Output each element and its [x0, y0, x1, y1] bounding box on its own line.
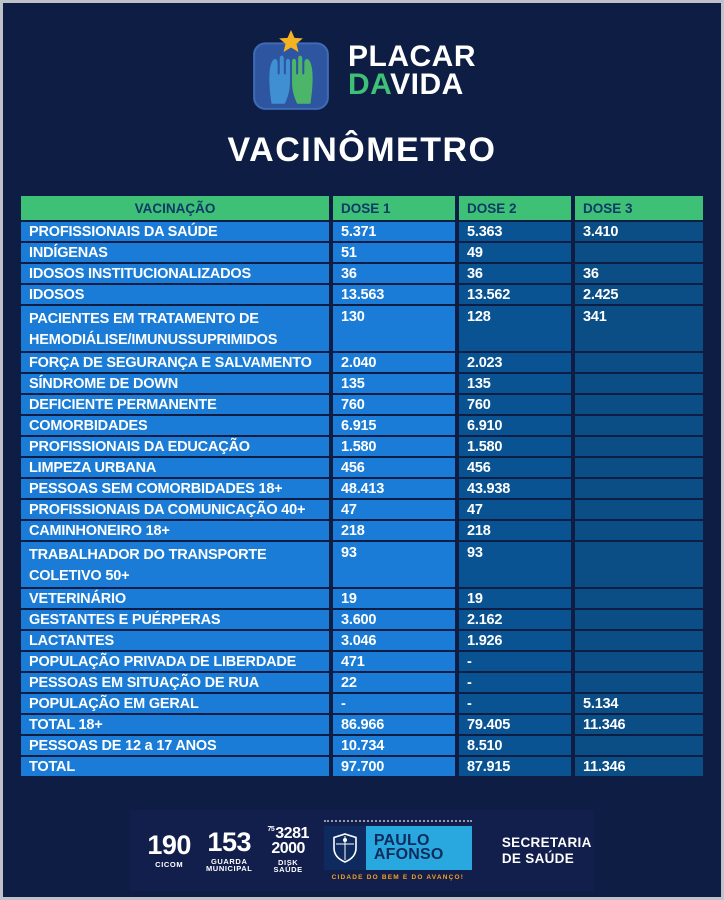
cell-dose3 [575, 673, 703, 692]
table-row [21, 631, 703, 650]
crest-icon [332, 832, 358, 864]
cell-dose1: 36 [333, 264, 455, 283]
brand-line1: PLACAR [348, 40, 476, 74]
cell-dose2: 1.580 [459, 437, 571, 456]
secretariat-line1: SECRETARIA [501, 835, 592, 851]
cell-dose3 [575, 500, 703, 519]
row-label: PACIENTES EM TRATAMENTO DE HEMODIÁLISE/IMUNUSSUPRIMIDOS [21, 306, 329, 351]
cell-dose3 [575, 542, 703, 587]
row-label: FORÇA DE SEGURANÇA E SALVAMENTO [21, 353, 329, 372]
table-row [21, 285, 703, 304]
placar-da-vida-logo-icon [248, 29, 334, 113]
table-row [21, 715, 703, 734]
cell-dose1: 471 [333, 652, 455, 671]
row-label: TOTAL 18+ [21, 715, 329, 734]
cell-dose2: 135 [459, 374, 571, 393]
table-row [21, 500, 703, 519]
cell-dose2: 6.910 [459, 416, 571, 435]
cell-dose3: 11.346 [575, 715, 703, 734]
row-label: PROFISSIONAIS DA EDUCAÇÃO [21, 437, 329, 456]
cell-dose1: 13.563 [333, 285, 455, 304]
brand-header [3, 27, 721, 115]
table-row [21, 264, 703, 283]
cell-dose1: 47 [333, 500, 455, 519]
cell-dose1: 6.915 [333, 416, 455, 435]
table-row [21, 673, 703, 692]
cell-dose3 [575, 589, 703, 608]
cell-dose2: 218 [459, 521, 571, 540]
contact-disk-saude [267, 827, 308, 873]
table-row [21, 610, 703, 629]
row-label: GESTANTES E PUÉRPERAS [21, 610, 329, 629]
table-row [21, 589, 703, 608]
cell-dose3 [575, 736, 703, 755]
cell-dose1: 48.413 [333, 479, 455, 498]
table-row [21, 222, 703, 241]
table-row [21, 694, 703, 713]
paulo-afonso-logo [324, 820, 472, 881]
column-header: DOSE 1 [333, 196, 455, 220]
row-label: POPULAÇÃO PRIVADA DE LIBERDADE [21, 652, 329, 671]
cell-dose3 [575, 652, 703, 671]
row-label: VETERINÁRIO [21, 589, 329, 608]
cell-dose2: - [459, 673, 571, 692]
cell-dose1: 5.371 [333, 222, 455, 241]
table-header-row [21, 196, 703, 220]
row-label: POPULAÇÃO EM GERAL [21, 694, 329, 713]
vaccination-table [21, 196, 703, 776]
table-row [21, 542, 703, 587]
cell-dose3 [575, 631, 703, 650]
cell-dose1: 19 [333, 589, 455, 608]
table-row [21, 353, 703, 372]
cell-dose2: - [459, 652, 571, 671]
cell-dose2: 456 [459, 458, 571, 477]
row-label: PROFISSIONAIS DA COMUNICAÇÃO 40+ [21, 500, 329, 519]
cell-dose1: 3.046 [333, 631, 455, 650]
table-row [21, 395, 703, 414]
column-header: VACINAÇÃO [21, 196, 329, 220]
cell-dose1: 2.040 [333, 353, 455, 372]
row-label: TOTAL [21, 757, 329, 776]
cell-dose2: 1.926 [459, 631, 571, 650]
row-label: TRABALHADOR DO TRANSPORTE COLETIVO 50+ [21, 542, 329, 587]
table-row [21, 374, 703, 393]
contact-caption: GUARDA MUNICIPAL [205, 856, 253, 874]
cell-dose3 [575, 458, 703, 477]
cell-dose2: - [459, 694, 571, 713]
cell-dose3 [575, 243, 703, 262]
row-label: LIMPEZA URBANA [21, 458, 329, 477]
cell-dose3 [575, 416, 703, 435]
table-row [21, 416, 703, 435]
secretariat-label [502, 835, 592, 866]
column-header: DOSE 2 [459, 196, 571, 220]
cell-dose2: 79.405 [459, 715, 571, 734]
table-row [21, 306, 703, 351]
cell-dose2: 128 [459, 306, 571, 351]
city-name [366, 826, 472, 870]
cell-dose3: 11.346 [575, 757, 703, 776]
cell-dose3 [575, 374, 703, 393]
cell-dose1: - [333, 694, 455, 713]
cell-dose1: 130 [333, 306, 455, 351]
row-label: COMORBIDADES [21, 416, 329, 435]
cell-dose2: 760 [459, 395, 571, 414]
cell-dose1: 456 [333, 458, 455, 477]
cell-dose2: 87.915 [459, 757, 571, 776]
footer-bar [130, 810, 594, 891]
row-label: IDOSOS INSTITUCIONALIZADOS [21, 264, 329, 283]
cell-dose3 [575, 353, 703, 372]
cell-dose1: 1.580 [333, 437, 455, 456]
secretariat-line2: DE SAÚDE [501, 850, 575, 866]
table-row [21, 458, 703, 477]
row-label: PESSOAS SEM COMORBIDADES 18+ [21, 479, 329, 498]
cell-dose2: 49 [459, 243, 571, 262]
table-row [21, 652, 703, 671]
cell-dose1: 22 [333, 673, 455, 692]
cell-dose2: 2.023 [459, 353, 571, 372]
row-label: PESSOAS DE 12 a 17 ANOS [21, 736, 329, 755]
contact-caption: CICOM [155, 860, 184, 870]
cell-dose1: 51 [333, 243, 455, 262]
cell-dose3 [575, 395, 703, 414]
cell-dose2: 19 [459, 589, 571, 608]
row-label: PESSOAS EM SITUAÇÃO DE RUA [21, 673, 329, 692]
row-label: LACTANTES [21, 631, 329, 650]
table-row [21, 521, 703, 540]
row-label: INDÍGENAS [21, 243, 329, 262]
table-row [21, 479, 703, 498]
table-row [21, 757, 703, 776]
city-name-line2: AFONSO [373, 846, 444, 864]
brand-wordmark [348, 40, 476, 101]
table-row [21, 437, 703, 456]
contact-caption: DISK SAÚDE [273, 857, 303, 875]
column-header: DOSE 3 [575, 196, 703, 220]
contact-number: 153 [207, 826, 251, 857]
cell-dose3: 36 [575, 264, 703, 283]
contact-number: 190 [147, 830, 191, 861]
cell-dose1: 93 [333, 542, 455, 587]
row-label: SÍNDROME DE DOWN [21, 374, 329, 393]
cell-dose3: 3.410 [575, 222, 703, 241]
cell-dose1: 3.600 [333, 610, 455, 629]
cell-dose3: 5.134 [575, 694, 703, 713]
brand-line2-vida: VIDA [390, 68, 464, 101]
city-crest [324, 826, 366, 870]
cell-dose2: 93 [459, 542, 571, 587]
row-label: PROFISSIONAIS DA SAÚDE [21, 222, 329, 241]
row-label: CAMINHONEIRO 18+ [21, 521, 329, 540]
cell-dose3: 341 [575, 306, 703, 351]
cell-dose3 [575, 521, 703, 540]
row-label: IDOSOS [21, 285, 329, 304]
cell-dose1: 86.966 [333, 715, 455, 734]
cell-dose2: 43.938 [459, 479, 571, 498]
brand-line2-da: DA [348, 68, 391, 101]
cell-dose1: 97.700 [333, 757, 455, 776]
cell-dose1: 10.734 [333, 736, 455, 755]
contact-guarda-municipal [205, 826, 253, 874]
row-label: DEFICIENTE PERMANENTE [21, 395, 329, 414]
cell-dose3 [575, 479, 703, 498]
cell-dose2: 13.562 [459, 285, 571, 304]
city-slogan: CIDADE DO BEM E DO AVANÇO! [331, 874, 465, 882]
area-code: 75 [267, 826, 275, 834]
cell-dose3 [575, 610, 703, 629]
cell-dose2: 47 [459, 500, 571, 519]
cell-dose2: 8.510 [459, 736, 571, 755]
cell-dose3 [575, 437, 703, 456]
cell-dose2: 2.162 [459, 610, 571, 629]
cell-dose1: 218 [333, 521, 455, 540]
cell-dose3: 2.425 [575, 285, 703, 304]
cell-dose2: 5.363 [459, 222, 571, 241]
table-row [21, 243, 703, 262]
contact-number2: 2000 [271, 840, 305, 858]
cell-dose2: 36 [459, 264, 571, 283]
contact-cicom [147, 832, 191, 869]
table-row [21, 736, 703, 755]
page-title: VACINÔMETRO [227, 131, 497, 169]
contact-number: 3281 [275, 825, 309, 843]
cell-dose1: 760 [333, 395, 455, 414]
city-name-line1: PAULO [373, 831, 430, 849]
cell-dose1: 135 [333, 374, 455, 393]
